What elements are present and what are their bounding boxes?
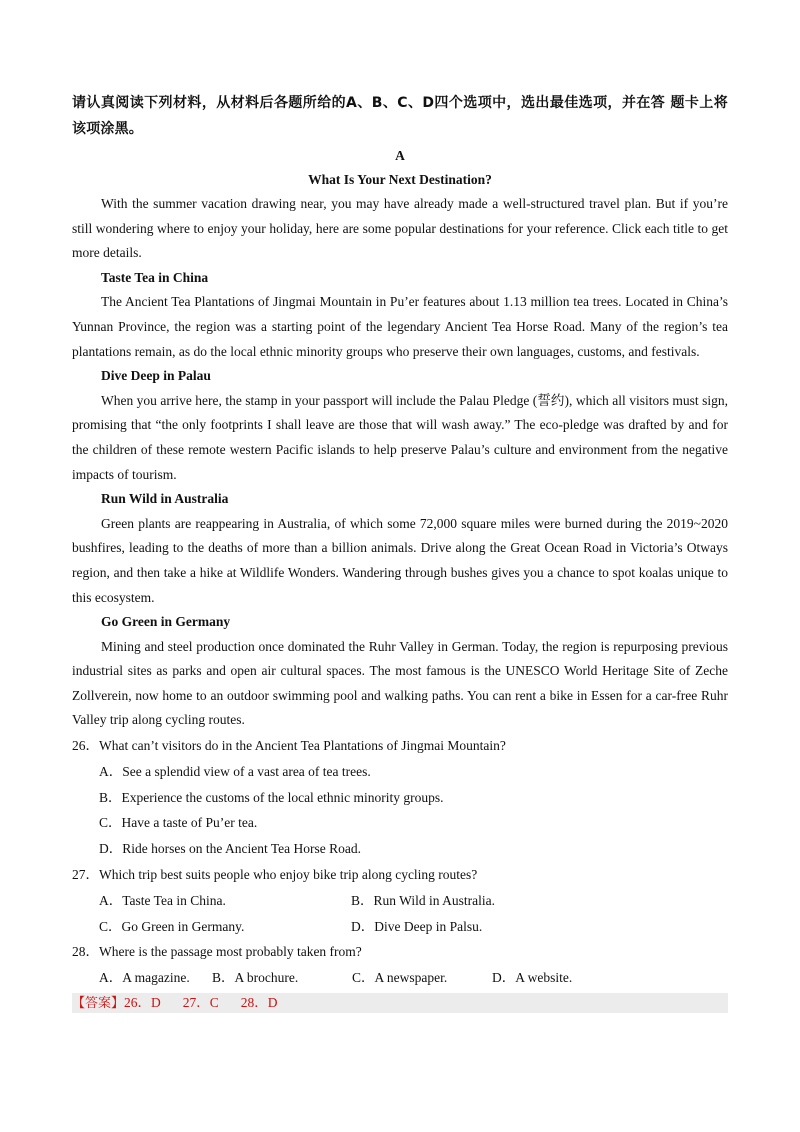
section-letter: A bbox=[395, 148, 405, 163]
destination-china bbox=[72, 266, 728, 364]
intro-paragraph: With the summer vacation drawing near, you may have already made a well-structured travel plan. But if you’re still wondering where to enjoy your holiday, here are some popular destinations for your reference. Click each title to get more details. bbox=[72, 196, 728, 261]
question-27 bbox=[72, 862, 728, 939]
destination-body: When you arrive here, the stamp in your passport will include the Palau Pledge (誓约), which all visitors must sign, promising that “the only footprints I shall leave are those that will wash away.” The eco-pledge was drafted by and for the children of these remote western Pacific islands to help preserve Palau’s culture and environment from the negative impacts of tourism. bbox=[72, 392, 728, 482]
destination-title: Dive Deep in Palau bbox=[101, 368, 211, 384]
option-d: D．A website. bbox=[492, 970, 573, 986]
question-stem: 27．Which trip best suits people who enjoy bike trip along cycling routes? bbox=[72, 867, 478, 883]
option-c: C．Have a taste of Pu’er tea. bbox=[99, 815, 258, 831]
option-c: C．A newspaper. bbox=[352, 970, 448, 986]
destination-body: Green plants are reappearing in Australia, of which some 72,000 square miles were burned during the 2019~2020 bushfires, leading to the deaths of more than a billion animals. Drive along the Great Ocean Road in Victoria’s Otways region, and then take a hike at Wildlife Wonders. Wandering through bushes gives you a chance to spot koalas unique to this ecosystem. bbox=[72, 515, 728, 605]
answer-label: 【答案】 bbox=[72, 996, 125, 1012]
answer-item: 26．D bbox=[124, 995, 161, 1011]
destination-australia bbox=[72, 487, 728, 610]
instructions-text: 请认真阅读下列材料，从材料后各题所给的A、B、C、D四个选项中，选出最佳选项，并在答 题卡上将该项涂黑。 bbox=[72, 95, 728, 137]
document-page bbox=[72, 90, 728, 1013]
question-26 bbox=[72, 733, 728, 862]
question-stem: 26．What can’t visitors do in the Ancient Tea Plantations of Jingmai Mountain? bbox=[72, 738, 506, 754]
destination-body: The Ancient Tea Plantations of Jingmai Mountain in Pu’er features about 1.13 million tea trees. Located in China’s Yunnan Province, the region was a starting point of the legendary Ancient Tea Horse Road. Many of the region’s tea plantations remain, as do the local ethnic minority groups who preserve their own languages, customs, and festivals. bbox=[72, 294, 728, 359]
question-28 bbox=[72, 939, 728, 991]
answer-key bbox=[72, 993, 728, 1013]
destination-title: Run Wild in Australia bbox=[101, 491, 229, 507]
option-a: A．A magazine. bbox=[99, 970, 190, 986]
option-row bbox=[72, 914, 728, 940]
option-b: B．Run Wild in Australia. bbox=[351, 892, 495, 908]
destination-germany bbox=[72, 610, 728, 733]
option-row bbox=[72, 888, 728, 914]
destination-body: Mining and steel production once dominated the Ruhr Valley in German. Today, the region is repurposing previous industrial sites as parks and open air cultural spaces. The most famous is the UNESCO World Heritage Site of Zeche Zollverein, now home to an outdoor swimming pool and walking paths. You can rent a bike in Essen for a car-free Ruhr Valley trip along cycling routes. bbox=[72, 638, 728, 728]
option-a: A．See a splendid view of a vast area of tea trees. bbox=[99, 763, 371, 779]
option-a: A．Taste Tea in China. bbox=[99, 892, 226, 908]
option-b: B．A brochure. bbox=[212, 970, 299, 986]
destination-title: Taste Tea in China bbox=[101, 269, 209, 285]
destination-title: Go Green in Germany bbox=[101, 614, 231, 630]
destination-palau bbox=[72, 364, 728, 487]
answer-item: 28．D bbox=[240, 995, 278, 1011]
option-b: B．Experience the customs of the local ethnic minority groups. bbox=[99, 789, 444, 805]
option-d: D．Ride horses on the Ancient Tea Horse Road. bbox=[99, 841, 362, 857]
option-row bbox=[72, 965, 728, 991]
answer-item: 27．C bbox=[182, 995, 219, 1011]
option-d: D．Dive Deep in Palsu. bbox=[351, 918, 483, 934]
option-c: C．Go Green in Germany. bbox=[99, 918, 245, 934]
passage-title: What Is Your Next Destination? bbox=[308, 172, 492, 187]
question-stem: 28．Where is the passage most probably taken from? bbox=[72, 944, 362, 960]
